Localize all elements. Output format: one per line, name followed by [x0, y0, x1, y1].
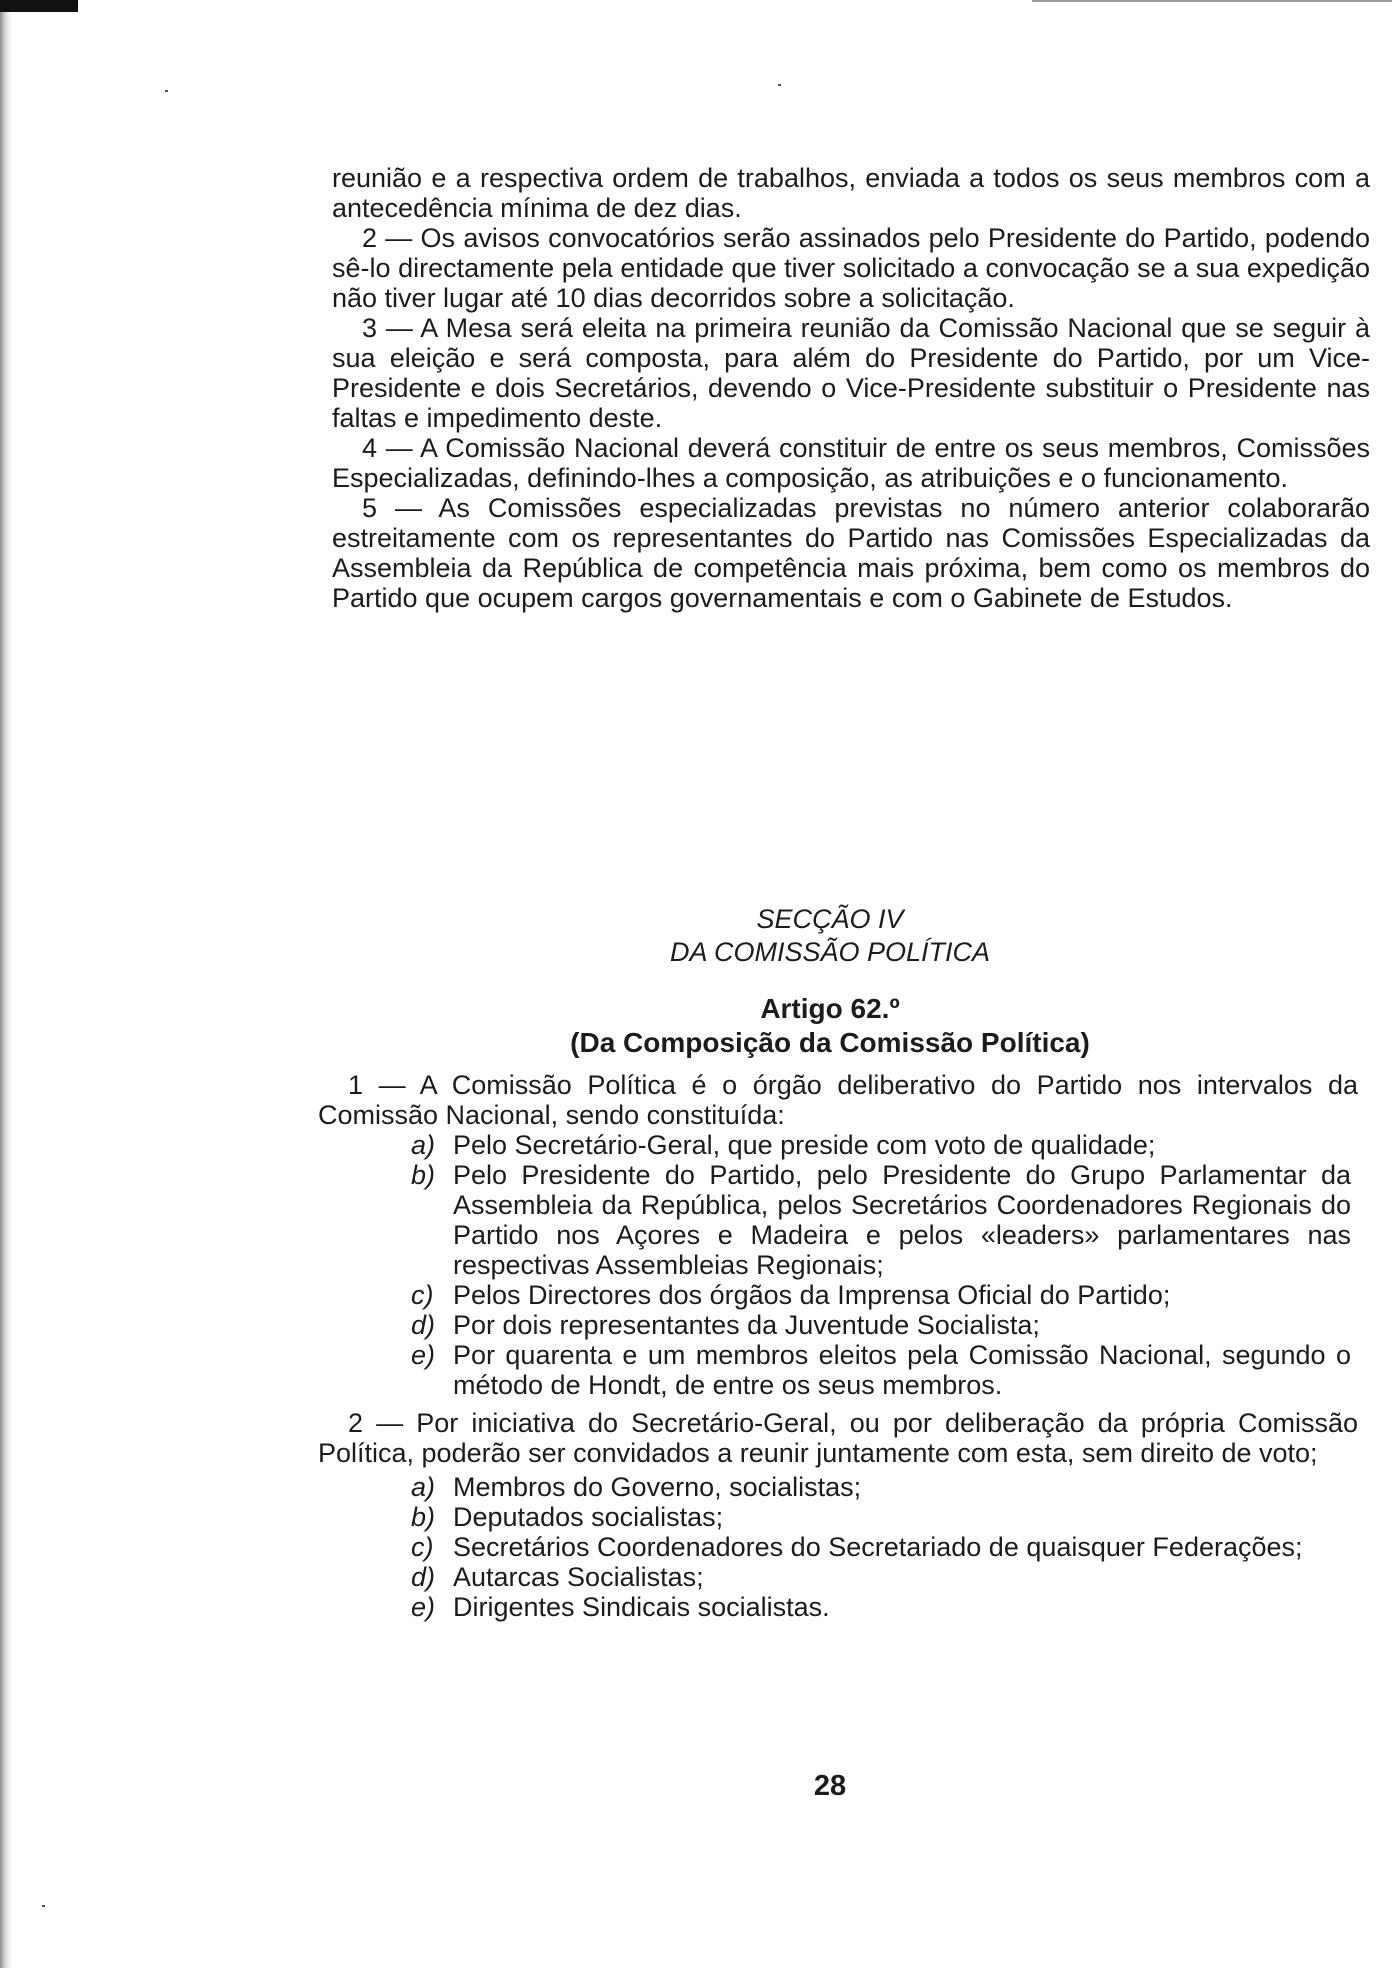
- paragraph-3: 3 — A Mesa será eleita na primeira reunião da Comissão Nacional que se seguir à sua eleição e será composta, para além do Presidente do Partido, por um Vice-Presidente e dois Secretários, devendo o Vice-Presidente substituir o Presidente nas faltas e impedimento deste.: [332, 313, 1370, 433]
- page-number: 28: [813, 1770, 847, 1802]
- scan-speck: [778, 84, 781, 86]
- list-letter: c): [411, 1532, 434, 1562]
- list-letter: d): [411, 1310, 436, 1340]
- scan-top-line: [1032, 0, 1392, 2]
- list-letter: a): [411, 1472, 436, 1502]
- list-item-text: Secretários Coordenadores do Secretariado de quaisquer Federações;: [453, 1532, 1303, 1562]
- continuation-paragraph: reunião e a respectiva ordem de trabalhos, enviada a todos os seus membros com a antecedência mínima de dez dias.: [332, 163, 1370, 223]
- article-title: (Da Composição da Comissão Política): [570, 1027, 1090, 1058]
- scan-speck: [42, 1905, 45, 1907]
- list-item: [411, 1592, 1351, 1622]
- list-item-text: Por quarenta e um membros eleitos pela Comissão Nacional, segundo o método de Hondt, de entre os seus membros.: [453, 1340, 1351, 1400]
- list-item: [411, 1310, 1351, 1340]
- list-letter: e): [411, 1340, 436, 1370]
- list-item: [411, 1502, 1351, 1532]
- list-item-text: Dirigentes Sindicais socialistas.: [453, 1592, 830, 1622]
- composition-list: [411, 1130, 1351, 1400]
- list-item: [411, 1472, 1351, 1502]
- article-number: Artigo 62.º: [760, 993, 900, 1024]
- list-item: [411, 1532, 1351, 1562]
- paragraph-5: 5 — As Comissões especializadas previstas no número anterior colaborarão estreitamente com os representantes do Partido nas Comissões Especializadas da Assembleia da República de competência mais próxima, bem como os membros do Partido que ocupem cargos governamentais e com o Gabinete de Estudos.: [332, 493, 1370, 613]
- list-item: [411, 1130, 1351, 1160]
- scan-corner-mark: [0, 0, 78, 12]
- list-item: [411, 1562, 1351, 1592]
- list-letter: d): [411, 1562, 436, 1592]
- list-item: [411, 1340, 1351, 1400]
- list-item: [411, 1160, 1351, 1280]
- list-letter: a): [411, 1130, 436, 1160]
- list-letter: b): [411, 1502, 436, 1532]
- paragraph-4: 4 — A Comissão Nacional deverá constituir de entre os seus membros, Comissões Especializadas, definindo-lhes a composição, as atribuições e o funcionamento.: [332, 433, 1370, 493]
- list-letter: e): [411, 1592, 436, 1622]
- list-item-text: Autarcas Socialistas;: [453, 1562, 704, 1592]
- scan-left-edge: [0, 0, 12, 1968]
- list-letter: b): [411, 1160, 436, 1190]
- article-body: [318, 1070, 1358, 1622]
- section-subheading: DA COMISSÃO POLÍTICA: [669, 937, 991, 967]
- list-letter: c): [411, 1280, 434, 1310]
- list-item: [411, 1280, 1351, 1310]
- article-paragraph-1: 1 — A Comissão Política é o órgão deliberativo do Partido nos intervalos da Comissão Nacional, sendo constituída:: [318, 1070, 1358, 1130]
- section-heading: SECÇÃO IV: [756, 904, 904, 934]
- list-item-text: Por dois representantes da Juventude Socialista;: [453, 1310, 1040, 1340]
- list-item-text: Deputados socialistas;: [453, 1502, 724, 1532]
- scan-speck: [165, 90, 168, 92]
- invitees-list: [411, 1472, 1351, 1622]
- article-paragraph-2: 2 — Por iniciativa do Secretário-Geral, ou por deliberação da própria Comissão Política, poderão ser convidados a reunir juntamente com esta, sem direito de voto;: [318, 1408, 1358, 1468]
- paragraph-2: 2 — Os avisos convocatórios serão assinados pelo Presidente do Partido, podendo sê-lo directamente pela entidade que tiver solicitado a convocação se a sua expedição não tiver lugar até 10 dias decorridos sobre a solicitação.: [332, 223, 1370, 313]
- list-item-text: Pelo Presidente do Partido, pelo Presidente do Grupo Parlamentar da Assembleia da República, pelos Secretários Coordenadores Regionais do Partido nos Açores e Madeira e pelos «leaders» parlamentares nas respectivas Assembleias Regionais;: [453, 1160, 1351, 1280]
- list-item-text: Pelo Secretário-Geral, que preside com voto de qualidade;: [453, 1130, 1156, 1160]
- list-item-text: Pelos Directores dos órgãos da Imprensa Oficial do Partido;: [453, 1280, 1171, 1310]
- continuation-section: [332, 163, 1370, 613]
- list-item-text: Membros do Governo, socialistas;: [453, 1472, 862, 1502]
